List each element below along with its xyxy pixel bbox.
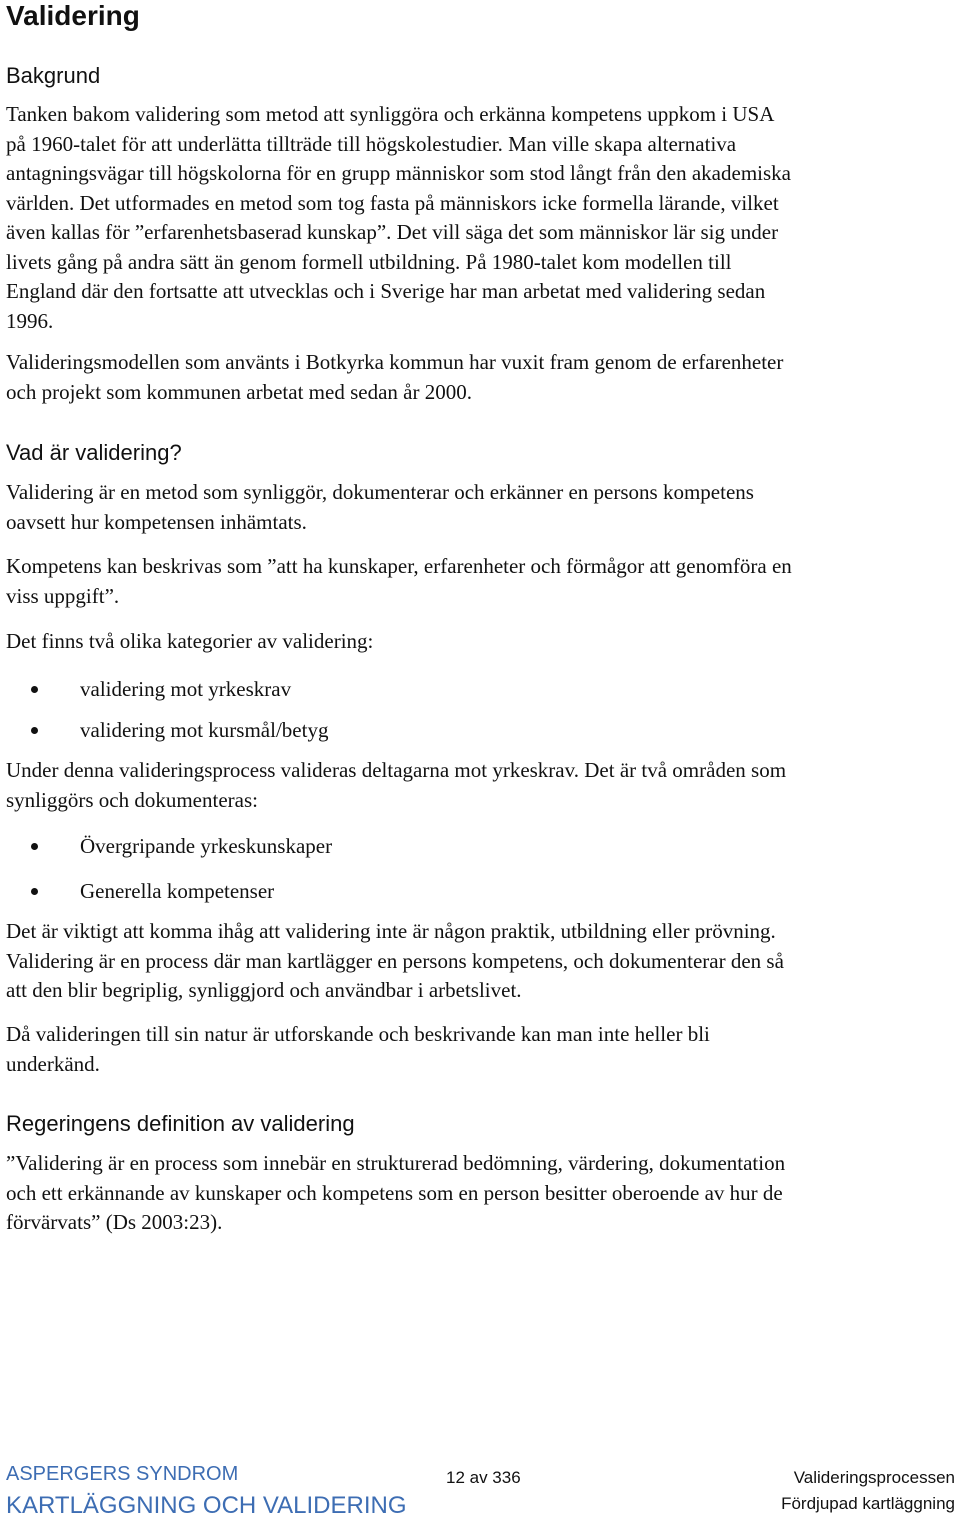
vad-paragraph-3: Det finns två olika kategorier av validering: (6, 629, 374, 653)
bullet-icon (31, 843, 38, 850)
bullet-icon (31, 888, 38, 895)
bullet-icon (31, 727, 38, 734)
text-line: Under denna valideringsprocess valideras deltagarna mot yrkeskrav. Det är två områden som (6, 758, 787, 782)
definition-quote (6, 1149, 785, 1238)
text-line: och ett erkännande av kunskaper och kompetens som en person besitter oberoende av hur de (6, 1180, 783, 1205)
text-line: Validering är en metod som synliggör, dokumenterar och erkänner en persons kompetens (6, 480, 754, 504)
text-line: underkänd. (6, 1051, 100, 1076)
text-line: viss uppgift”. (6, 583, 120, 608)
text-line: 1996. (6, 308, 54, 333)
text-line: ”Validering är en process som innebär en strukturerad bedömning, värdering, dokumentation (6, 1151, 786, 1175)
text-line: oavsett hur kompetensen inhämtats. (6, 509, 307, 534)
text-line: Validering är en process där man kartlägger en persons kompetens, och dokumenterar den så (6, 948, 784, 973)
text-line: på 1960-talet för att underlätta tillträde till högskolestudier. Man ville skapa alternativa (6, 131, 737, 156)
page-title: Validering (6, 0, 140, 31)
vad-paragraph-1 (6, 478, 754, 537)
bullet-text: validering mot kursmål/betyg (80, 718, 329, 742)
bakgrund-paragraph-2 (6, 348, 783, 407)
vad-paragraph-2 (6, 552, 792, 611)
bullet-text: Generella kompetenser (80, 879, 275, 903)
text-line: Tanken bakom validering som metod att synliggöra och erkänna kompetens uppkom i USA (6, 102, 775, 126)
text-line: Valideringsmodellen som använts i Botkyrka kommun har vuxit fram genom de erfarenheter (6, 350, 784, 374)
footer-right-bottom: Fördjupad kartläggning (781, 1494, 955, 1513)
text-line: England där den fortsatte att utvecklas och i Sverige har man arbetat med validering sedan (6, 279, 766, 303)
text-line: förvärvats” (Ds 2003:23). (6, 1210, 223, 1234)
vad-paragraph-6 (6, 1020, 710, 1079)
footer-left-top: ASPERGERS SYNDROM (6, 1463, 239, 1485)
page-number: 12 av 336 (446, 1468, 521, 1487)
text-line: världen. Det utformades en metod som tog fasta på människors icke formella lärande, vilket (6, 190, 779, 215)
footer-left-bottom: KARTLÄGGNING OCH VALIDERING (6, 1492, 407, 1519)
text-line: synliggörs och dokumenteras: (6, 787, 258, 812)
bakgrund-paragraph-1 (6, 100, 791, 336)
bullet-text: validering mot yrkeskrav (80, 677, 292, 701)
text-line: och projekt som kommunen arbetat med sedan år 2000. (6, 379, 472, 404)
text-line: Det är viktigt att komma ihåg att validering inte är någon praktik, utbildning eller prövning. (6, 919, 776, 943)
bullet-icon (31, 686, 38, 693)
text-line: livets gång på andra sätt än genom formell utbildning. På 1980-talet kom modellen till (6, 249, 732, 274)
section-heading-regeringen: Regeringens definition av validering (6, 1111, 355, 1136)
text-line: antagningsvägar till högskolorna för en grupp människor som stod långt från den akademiska (6, 161, 791, 185)
text-line: Då valideringen till sin natur är utforskande och beskrivande kan man inte heller bli (6, 1022, 710, 1046)
text-line: även kallas för ”erfarenhetsbaserad kunskap”. Det vill säga det som människor lär sig under (6, 220, 779, 244)
text-line: Kompetens kan beskrivas som ”att ha kunskaper, erfarenheter och förmågor att genomföra en (6, 554, 792, 578)
vad-paragraph-4 (6, 756, 786, 815)
bullet-text: Övergripande yrkeskunskaper (80, 834, 333, 858)
text-line: att den blir begriplig, synliggjord och användbar i arbetslivet. (6, 978, 522, 1002)
section-heading-bakgrund: Bakgrund (6, 63, 101, 88)
footer-right-top: Valideringsprocessen (793, 1468, 955, 1487)
section-heading-vad: Vad är validering? (6, 440, 182, 465)
vad-paragraph-5 (6, 917, 784, 1006)
